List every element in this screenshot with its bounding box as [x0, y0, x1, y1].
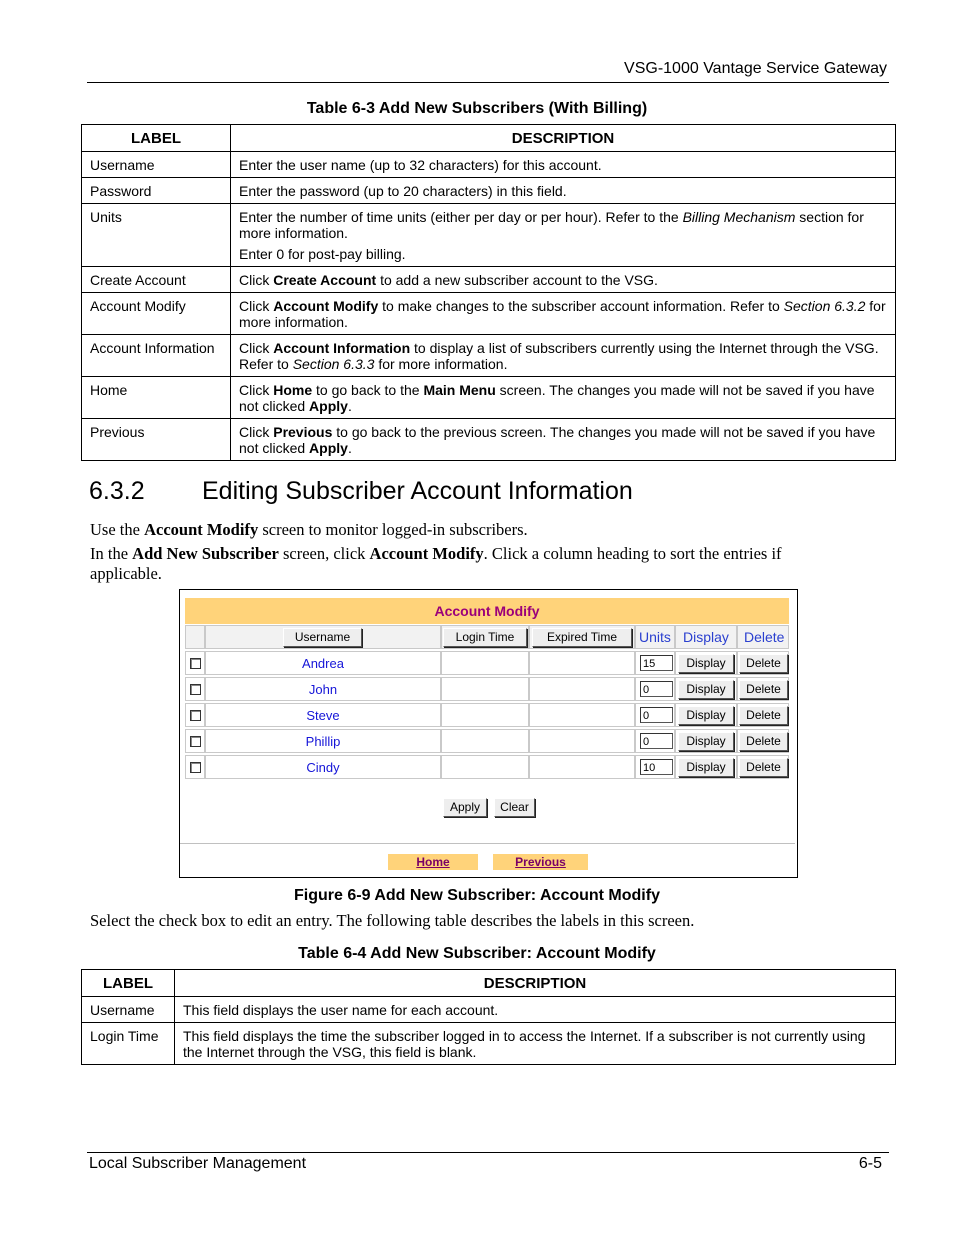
login-time-cell — [441, 703, 529, 727]
desc-text: to go back to the — [312, 382, 424, 398]
display-cell — [675, 651, 737, 675]
table-row — [82, 293, 896, 335]
units-input[interactable]: 0 — [640, 707, 673, 723]
units-input[interactable]: 10 — [640, 759, 673, 775]
desc-text: Click — [239, 298, 274, 314]
delete-cell — [737, 703, 789, 727]
para-text: screen to monitor logged-in subscribers. — [258, 520, 528, 539]
username-sort-button[interactable]: Username — [283, 628, 362, 647]
checkbox-cell — [185, 651, 205, 675]
subscriber-name-link[interactable]: Andrea — [302, 656, 344, 671]
units-input[interactable]: 0 — [640, 681, 673, 697]
row-description — [231, 267, 896, 293]
subscriber-name-link[interactable]: Phillip — [305, 734, 341, 749]
desc-bold: Apply — [309, 440, 348, 456]
desc-bold: Create Account — [273, 272, 377, 288]
checkbox-column-header — [185, 625, 205, 649]
figure-caption: Figure 6-9 Add New Subscriber: Account Modify — [294, 887, 660, 904]
display-button[interactable]: Display — [678, 680, 734, 699]
section-title: Editing Subscriber Account Information — [202, 477, 633, 505]
row-description — [231, 204, 896, 267]
table-caption: Table 6-4 Add New Subscriber: Account Modify — [298, 945, 656, 962]
desc-text: . — [347, 398, 352, 414]
expired-time-cell — [529, 729, 635, 753]
delete-cell — [737, 729, 789, 753]
table-header-row — [82, 970, 896, 997]
table-row — [82, 419, 896, 461]
display-button[interactable]: Display — [678, 732, 734, 751]
desc-text: . — [347, 440, 352, 456]
desc-bold: Home — [273, 382, 313, 398]
running-header: VSG-1000 Vantage Service Gateway — [624, 60, 887, 77]
page-number: 6-5 — [858, 1155, 882, 1172]
col-label: LABEL — [82, 970, 175, 997]
row-label: Previous — [82, 419, 231, 461]
desc-text: section for more information. — [239, 209, 864, 241]
table-header-row — [82, 125, 896, 152]
para-bold: Add New Subscriber — [132, 544, 279, 563]
display-button[interactable]: Display — [678, 706, 734, 725]
row-label: Units — [82, 204, 231, 267]
table-row — [82, 267, 896, 293]
row-label: Account Modify — [82, 293, 231, 335]
row-label: Login Time — [82, 1023, 175, 1065]
delete-header-cell — [737, 625, 789, 649]
table-row — [82, 152, 896, 178]
units-sort-link[interactable]: Units — [639, 629, 671, 645]
units-input[interactable]: 0 — [640, 733, 673, 749]
login-time-sort-button[interactable]: Login Time — [443, 628, 527, 647]
row-description: This field displays the time the subscriber logged in to access the Internet. If a subscriber is not currently using the Internet through the VSG, this field is blank. — [175, 1023, 896, 1065]
login-time-cell — [441, 677, 529, 701]
row-checkbox[interactable] — [190, 684, 201, 695]
table-6-3 — [81, 124, 896, 461]
username-cell — [205, 729, 441, 753]
table-row — [82, 997, 896, 1023]
section-heading — [89, 477, 633, 506]
desc-text: to add a new subscriber account to the VSG. — [376, 272, 658, 288]
subscriber-name-link[interactable]: John — [308, 682, 338, 697]
row-label: Password — [82, 178, 231, 204]
row-label: Username — [82, 152, 231, 178]
desc-text: Click — [239, 382, 274, 398]
para-text: In the — [90, 544, 133, 563]
footer-rule — [87, 1152, 889, 1153]
display-header-cell — [675, 625, 737, 649]
delete-button[interactable]: Delete — [739, 732, 788, 751]
username-header-cell — [205, 625, 441, 649]
subscriber-row — [185, 729, 789, 753]
para-text: screen, click — [278, 544, 370, 563]
expired-time-cell — [529, 755, 635, 779]
display-button[interactable]: Display — [678, 654, 734, 673]
desc-text: to make changes to the subscriber account information. Refer to — [378, 298, 784, 314]
desc-bold: Account Modify — [273, 298, 379, 314]
row-checkbox[interactable] — [190, 762, 201, 773]
footer-chapter: Local Subscriber Management — [89, 1155, 307, 1172]
desc-text: to go back to the previous screen. The changes you made will not be saved if you have not clicked — [239, 424, 876, 456]
login-time-cell — [441, 755, 529, 779]
col-description: DESCRIPTION — [231, 125, 896, 152]
delete-button[interactable]: Delete — [739, 758, 788, 777]
display-cell — [675, 729, 737, 753]
login-time-cell — [441, 651, 529, 675]
row-label: Account Information — [82, 335, 231, 377]
subscriber-name-link[interactable]: Steve — [306, 708, 340, 723]
home-button[interactable]: Home — [388, 854, 478, 870]
row-description: This field displays the user name for each account. — [175, 997, 896, 1023]
subscriber-row — [185, 755, 789, 779]
checkbox-cell — [185, 703, 205, 727]
delete-button[interactable]: Delete — [739, 680, 788, 699]
units-cell — [635, 651, 675, 675]
display-sort-link[interactable]: Display — [683, 629, 729, 645]
table-caption: Table 6-3 Add New Subscribers (With Billing) — [306, 100, 648, 117]
username-cell — [205, 755, 441, 779]
units-cell — [635, 677, 675, 701]
display-cell — [675, 677, 737, 701]
expired-time-sort-button[interactable]: Expired Time — [532, 628, 632, 647]
desc-text: for more information. — [239, 298, 886, 330]
paragraph — [90, 520, 830, 540]
desc-text: screen. The changes you made will not be saved if you have not clicked — [239, 382, 875, 414]
apply-button[interactable]: Apply — [443, 798, 487, 817]
subscriber-row — [185, 677, 789, 701]
table-row — [82, 335, 896, 377]
units-cell — [635, 729, 675, 753]
figure-divider — [180, 843, 795, 844]
display-cell — [675, 755, 737, 779]
username-cell — [205, 703, 441, 727]
row-description — [231, 335, 896, 377]
row-description: Enter the password (up to 20 characters) in this field. — [231, 178, 896, 204]
delete-cell — [737, 755, 789, 779]
clear-button[interactable]: Clear — [494, 798, 535, 817]
desc-text: for more information. — [374, 356, 508, 372]
row-description — [231, 419, 896, 461]
header-rule — [87, 82, 889, 83]
login-time-cell — [441, 729, 529, 753]
subscriber-row — [185, 703, 789, 727]
desc-bold: Previous — [273, 424, 333, 440]
table-row — [82, 377, 896, 419]
expired-time-cell — [529, 703, 635, 727]
row-description: Enter the user name (up to 32 characters) for this account. — [231, 152, 896, 178]
para-bold: Account Modify — [369, 544, 484, 563]
delete-button[interactable]: Delete — [739, 654, 788, 673]
para-text: Use the — [90, 520, 145, 539]
para-text: . Click a column heading to sort the entries if applicable. — [90, 544, 782, 583]
account-modify-banner: Account Modify — [185, 598, 789, 624]
subscriber-row — [185, 651, 789, 675]
row-label: Username — [82, 997, 175, 1023]
expired-time-cell — [529, 677, 635, 701]
desc-ref: Section 6.3.3 — [292, 356, 375, 372]
delete-cell — [737, 677, 789, 701]
desc-bold: Account Information — [273, 340, 411, 356]
checkbox-cell — [185, 755, 205, 779]
grid-header-row — [185, 625, 789, 649]
desc-text: Enter the number of time units (either per day or per hour). Refer to the — [239, 209, 683, 225]
desc-text: Enter 0 for post-pay billing. — [239, 246, 406, 262]
login-time-header-cell — [441, 625, 529, 649]
row-checkbox[interactable] — [190, 736, 201, 747]
expired-time-header-cell — [529, 625, 635, 649]
desc-text: Click — [239, 272, 274, 288]
delete-button[interactable]: Delete — [739, 706, 788, 725]
desc-ref: Section 6.3.2 — [783, 298, 866, 314]
paragraph — [90, 544, 830, 584]
row-checkbox[interactable] — [190, 710, 201, 721]
table-row — [82, 178, 896, 204]
units-cell — [635, 703, 675, 727]
units-cell — [635, 755, 675, 779]
desc-bold: Apply — [309, 398, 348, 414]
table-row — [82, 1023, 896, 1065]
row-description — [231, 293, 896, 335]
subscriber-name-link[interactable]: Cindy — [306, 760, 340, 775]
row-description — [231, 377, 896, 419]
display-cell — [675, 703, 737, 727]
checkbox-cell — [185, 729, 205, 753]
paragraph: Select the check box to edit an entry. The following table describes the labels in this screen. — [90, 911, 695, 930]
desc-bold: Main Menu — [423, 382, 496, 398]
table-6-4 — [81, 969, 896, 1065]
row-label: Home — [82, 377, 231, 419]
col-description: DESCRIPTION — [175, 970, 896, 997]
previous-button[interactable]: Previous — [493, 854, 588, 870]
checkbox-cell — [185, 677, 205, 701]
para-bold: Account Modify — [144, 520, 259, 539]
desc-text: Click — [239, 340, 274, 356]
desc-text: Click — [239, 424, 274, 440]
row-checkbox[interactable] — [190, 658, 201, 669]
row-label: Create Account — [82, 267, 231, 293]
delete-sort-link[interactable]: Delete — [744, 629, 785, 645]
units-header-cell — [635, 625, 675, 649]
col-label: LABEL — [82, 125, 231, 152]
section-number: 6.3.2 — [89, 477, 145, 505]
units-input[interactable]: 15 — [640, 655, 673, 671]
expired-time-cell — [529, 651, 635, 675]
display-button[interactable]: Display — [678, 758, 734, 777]
username-cell — [205, 677, 441, 701]
username-cell — [205, 651, 441, 675]
desc-ref: Billing Mechanism — [682, 209, 796, 225]
desc-text: to display a list of subscribers currently using the Internet through the VSG. Refer to — [239, 340, 879, 372]
delete-cell — [737, 651, 789, 675]
table-row — [82, 204, 896, 267]
